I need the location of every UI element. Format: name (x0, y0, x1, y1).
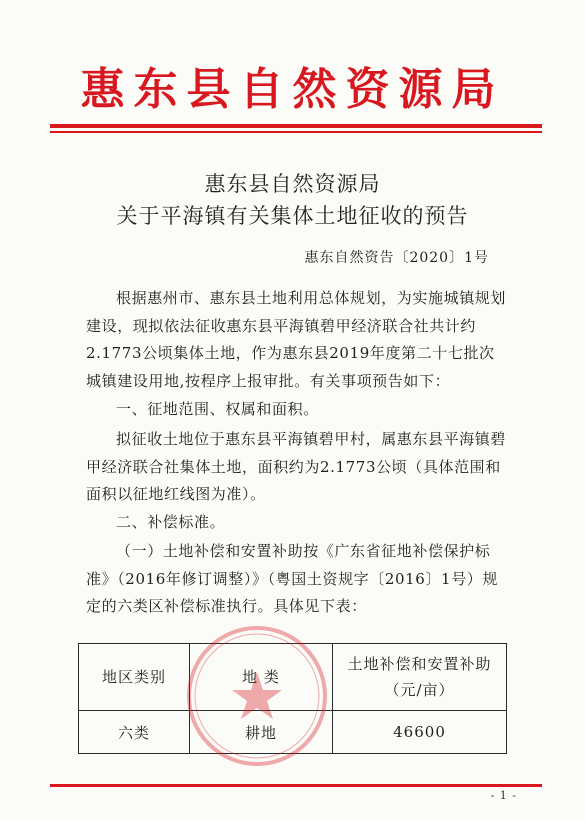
header-land-type: 地 类 (190, 644, 333, 711)
paragraph-text: 根据惠州市、惠东县土地利用总体规划，为实施城镇规划建设，现拟依法征收惠东县平海镇碧甲经济联合社共计约2.1773公顷集体土地，作为惠东县2019年度第二十七批次城镇建设用地,按程序上报审批。有关事项预告如下： (86, 289, 507, 390)
header-compensation-line1: 土地补偿和安置补助 (347, 655, 492, 673)
body-paragraph-1 (86, 285, 506, 395)
paragraph-text: （一）土地补偿和安置补助按《广东省征地补偿保护标准》（2016年修订调整）》（粤国土资规字〔2016〕1号）规定的六类区补偿标准执行。具体见下表： (86, 542, 498, 615)
header-compensation (333, 644, 507, 711)
document-title-line2: 关于平海镇有关集体土地征收的预告 (116, 204, 469, 228)
table-row (79, 711, 507, 754)
compensation-table (78, 643, 507, 754)
footer-rule (50, 784, 542, 787)
document-title-line1: 惠东县自然资源局 (204, 172, 381, 196)
header-area-category: 地区类别 (79, 644, 190, 711)
page-number: - 1 - (490, 789, 517, 802)
section-heading-2: 二、补偿标准。 (116, 513, 226, 531)
body-paragraph-4 (86, 509, 506, 537)
header-rule-thick (50, 124, 542, 128)
body-paragraph-3 (86, 426, 506, 509)
cell-land-type: 耕地 (190, 711, 333, 754)
header-compensation-unit: （元/亩） (384, 681, 455, 699)
table-header-row (79, 644, 507, 711)
paragraph-text: 拟征收土地位于惠东县平海镇碧甲村，属惠东县平海镇碧甲经济联合社集体土地，面积约为2.1773公顷（具体范围和面积以征地红线图为准）。 (86, 430, 507, 503)
cell-compensation: 46600 (333, 711, 507, 754)
organization-header: 惠东县自然资源局 (80, 64, 505, 115)
section-heading-1: 一、征地范围、权属和面积。 (116, 400, 319, 418)
body-paragraph-2 (86, 396, 506, 424)
cell-area-category: 六类 (79, 711, 190, 754)
document-number: 惠东自然资告〔2020〕1号 (304, 250, 489, 266)
header-rule-thin (50, 131, 542, 133)
body-paragraph-5 (86, 538, 506, 621)
